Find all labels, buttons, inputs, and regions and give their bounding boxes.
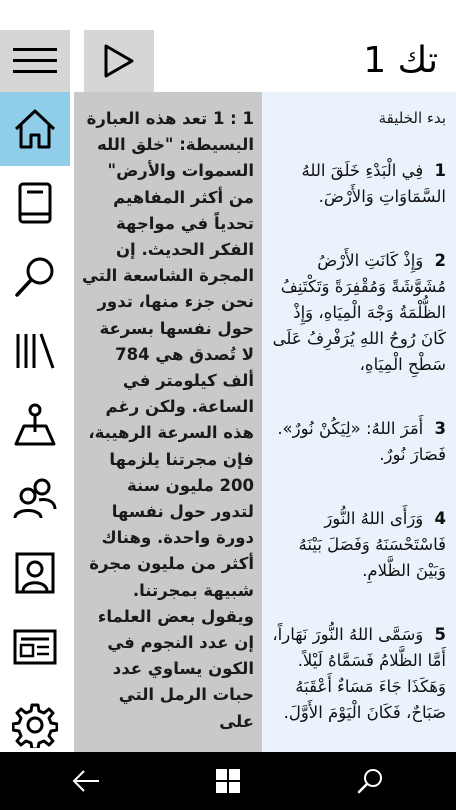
windows-logo-icon xyxy=(216,769,240,793)
verse-number: 5 xyxy=(434,625,446,644)
sidebar xyxy=(0,92,70,752)
search-icon xyxy=(357,768,383,794)
verse-text: وَرَأَى اللهُ النُّورَ فَاسْتَحْسَنَهُ وَفَصَلَ بَيْنَهُ وَبَيْنَ الظَّلامِ. xyxy=(298,509,446,580)
sidebar-item-news[interactable] xyxy=(0,610,70,684)
sidebar-item-home[interactable] xyxy=(0,92,70,166)
status-bar xyxy=(0,0,456,30)
home-icon xyxy=(12,106,58,152)
commentary-text: 1 : 1 تعد هذه العبارة البسيطة: "خلق الله السموات والأرض" من أكثر المفاهيم تحدياً في مواجهة الفكر الحديث. إن المجرة الشاسعة التي نحن جزء منها، تدور حول نفسها بسرعة لا تُصدق هي 784 ألف كيلومتر في الساعة. ولكن رغم هذه السرعة الرهيبة، فإن مجرتنا يلزمها 200 مليون سنة لتدور حول نفسها دورة واحدة. وهناك أكثر من مليون مجرة شبيهة بمجرتنا. ويقول بعض العلماء إن عدد النجوم في الكون يساوي عدد حبات الرمل التي على xyxy=(82,109,254,731)
play-button[interactable] xyxy=(84,30,154,92)
verse-number: 2 xyxy=(434,251,446,270)
map-icon xyxy=(12,402,58,448)
chapter-heading: بدء الخليقة xyxy=(378,109,446,127)
people-icon xyxy=(12,476,58,522)
taskbar-search-button[interactable] xyxy=(330,752,410,810)
settings-icon xyxy=(12,702,58,748)
page-title: تك 1 xyxy=(363,40,438,81)
scripture-panel[interactable] xyxy=(262,92,456,752)
verse-number: 3 xyxy=(434,419,446,438)
sidebar-item-people[interactable] xyxy=(0,462,70,536)
verse[interactable] xyxy=(268,158,446,210)
play-icon xyxy=(102,43,136,79)
verse-number: 1 xyxy=(434,161,446,180)
sidebar-item-book[interactable] xyxy=(0,166,70,240)
verse[interactable] xyxy=(268,622,446,726)
verse[interactable] xyxy=(268,416,446,468)
sidebar-item-search[interactable] xyxy=(0,240,70,314)
sidebar-item-map[interactable] xyxy=(0,388,70,462)
verse-number: 4 xyxy=(434,509,446,528)
verse-text: أَمَرَ اللهُ: «لِيَكُنْ نُورٌ». فَصَارَ نُورٌ. xyxy=(277,419,446,464)
verse[interactable] xyxy=(268,506,446,584)
back-arrow-icon xyxy=(72,769,100,793)
sidebar-item-settings[interactable] xyxy=(0,684,70,752)
contact-card-icon xyxy=(12,550,58,596)
back-button[interactable] xyxy=(46,752,126,810)
app-header xyxy=(0,30,456,92)
start-button[interactable] xyxy=(188,752,268,810)
verse-text: فِي الْبَدْءِ خَلَقَ اللهُ السَّمَاوَاتِ وَالأَرْضَ. xyxy=(301,161,446,206)
system-taskbar xyxy=(0,752,456,810)
verse-text: وَسَمَّى اللهُ النُّورَ نَهَاراً، أَمَّا الظَّلامُ فَسَمَّاهُ لَيْلاً. وَهَكَذَا جَاءَ مَسَاءٌ أَعْقَبَهُ صَبَاحٌ، فَكَانَ الْيَوْمَ الأَوَّلَ. xyxy=(272,625,446,722)
verse[interactable] xyxy=(268,248,446,378)
sidebar-item-contacts[interactable] xyxy=(0,536,70,610)
verse-text: وَإِذْ كَانَتِ الأَرْضُ مُشَوَّشَةً وَمُقْفِرَةً وَتَكْتَنِفُ الظُّلْمَةُ وَجْهَ الْمِيَاهِ، وَإِذْ كَانَ رُوحُ اللهِ يُرَفْرِفُ عَلَى سَطْحِ الْمِيَاهِ، xyxy=(272,251,446,374)
commentary-panel[interactable] xyxy=(74,92,262,752)
book-icon xyxy=(12,180,58,226)
news-icon xyxy=(12,624,58,670)
hamburger-icon xyxy=(12,46,58,76)
search-icon xyxy=(12,254,58,300)
sidebar-item-library[interactable] xyxy=(0,314,70,388)
menu-button[interactable] xyxy=(0,30,70,92)
library-icon xyxy=(12,328,58,374)
